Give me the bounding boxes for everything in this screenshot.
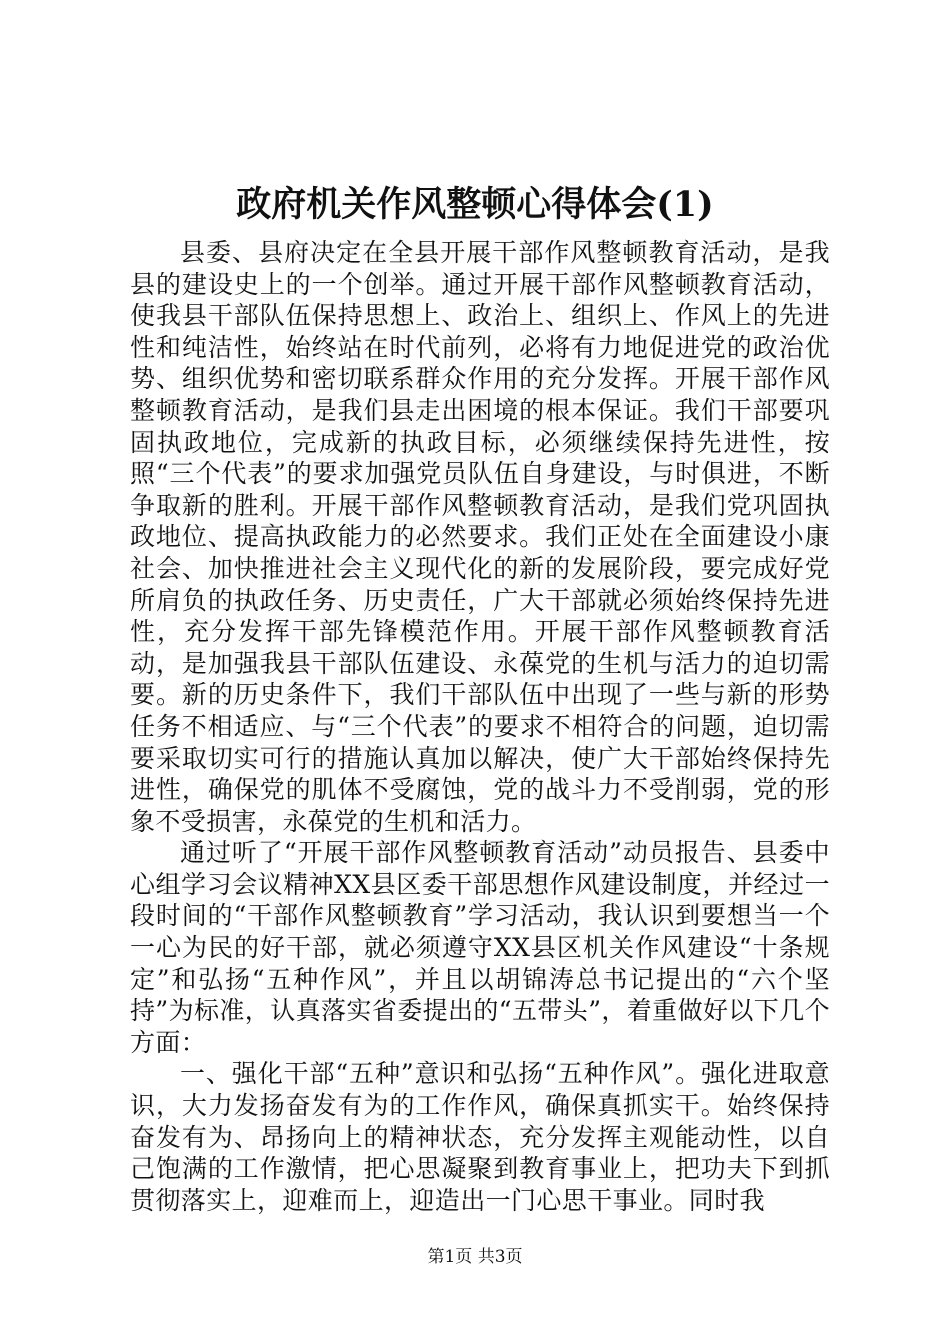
paragraph-3: 一、强化干部“五种”意识和弘扬“五种作风”。强化进取意识，大力发扬奋发有为的工作作风，确保真抓实干。始终保持奋发有为、昂扬向上的精神状态，充分发挥主观能动性，以自己饱满的工作激情，把心思凝聚到教育事业上，把功夫下到抓贯彻落实上，迎难而上，迎造出一门心思干事业。同时我 — [130, 1059, 830, 1215]
page-number-footer: 第1页 共3页 — [427, 1247, 523, 1267]
paragraph-2: 通过听了“开展干部作风整顿教育活动”动员报告、县委中心组学习会议精神XX县区委干部思想作风建设制度，并经过一段时间的“干部作风整顿教育”学习活动，我认识到要想当一个一心为民的好干部，就必须遵守XX县区机关作风建设“十条规定”和弘扬“五种作风”，并且以胡锦涛总书记提出的“六个坚持”为标准，认真落实省委提出的“五带头”，着重做好以下几个方面： — [130, 838, 830, 1057]
document-title: 政府机关作风整顿心得体会(1) — [236, 184, 714, 225]
paragraph-1: 县委、县府决定在全县开展干部作风整顿教育活动，是我县的建设史上的一个创举。通过开展干部作风整顿教育活动，使我县干部队伍保持思想上、政治上、组织上、作风上的先进性和纯洁性，始终站在时代前列，必将有力地促进党的政治优势、组织优势和密切联系群众作用的充分发挥。开展干部作风整顿教育活动，是我们县走出困境的根本保证。我们干部要巩固执政地位，完成新的执政目标，必须继续保持先进性，按照“三个代表”的要求加强党员队伍自身建设，与时俱进，不断争取新的胜利。开展干部作风整顿教育活动，是我们党巩固执政地位、提高执政能力的必然要求。我们正处在全面建设小康社会、加快推进社会主义现代化的新的发展阶段，要完成好党所肩负的执政任务、历史责任，广大干部就必须始终保持先进性，充分发挥干部先锋模范作用。开展干部作风整顿教育活动，是加强我县干部队伍建设、永葆党的生机与活力的迫切需要。新的历史条件下，我们干部队伍中出现了一些与新的形势任务不相适应、与“三个代表”的要求不相符合的问题，迫切需要采取切实可行的措施认真加以解决，使广大干部始终保持先进性，确保党的肌体不受腐蚀，党的战斗力不受削弱，党的形象不受损害，永葆党的生机和活力。 — [130, 238, 830, 836]
document-body — [130, 237, 830, 1216]
